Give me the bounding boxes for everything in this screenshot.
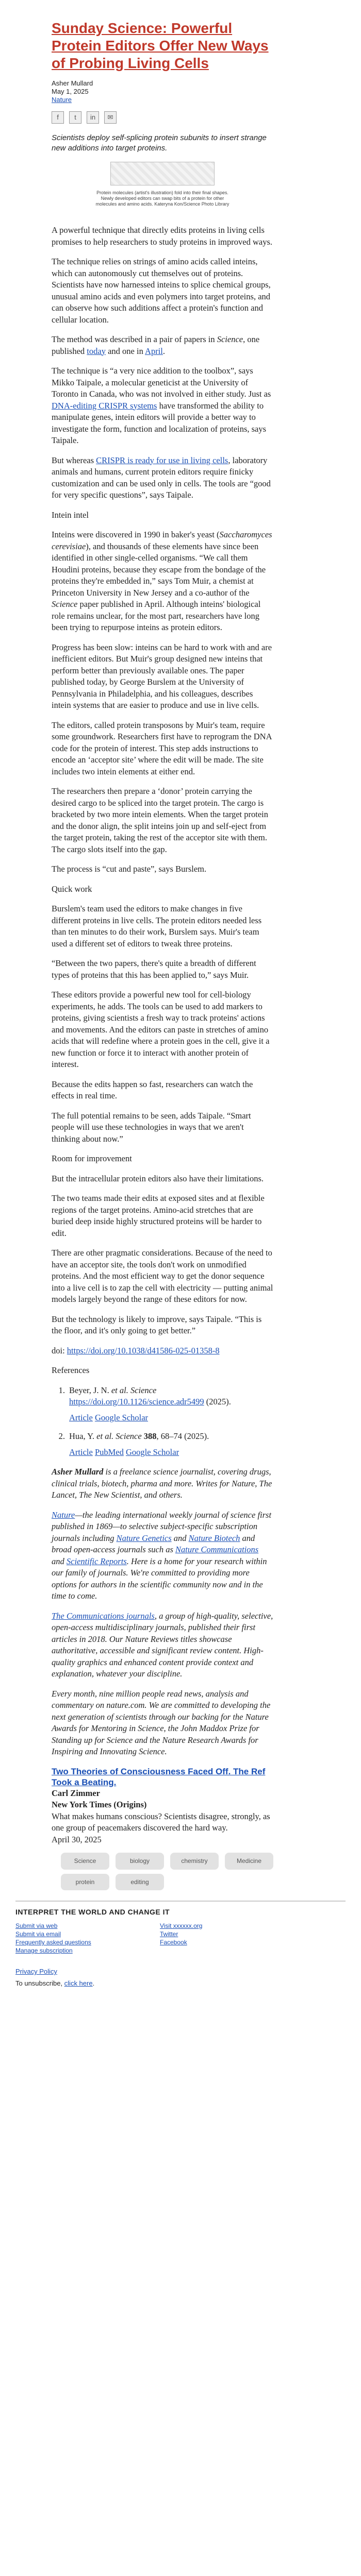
related-blurb: What makes humans conscious? Scientists disagree, strongly, as one group of peacemakers discovered the hard way. (52, 1811, 270, 1833)
inline-link[interactable]: Nature Communications (175, 1545, 259, 1554)
linkedin-icon[interactable]: in (87, 111, 99, 124)
paragraph: The technique is “a very nice addition to the toolbox”, says Mikko Taipale, a molecular geneticist at the University of Toronto in Canada, who was not involved in either study. Just as DNA-editing CRISPR systems have transformed the ability to manipulate genes, intein editors will provide a better way to investigate the form, function and localization of proteins, says Taipale. (52, 366, 271, 445)
inline-link[interactable]: DNA-editing CRISPR systems (52, 400, 157, 411)
reference-item: 1. Beyer, J. N. et al. Science https://doi.org/10.1126/science.adr5499 (2025). Article Google Scholar (58, 1385, 231, 1422)
footer-link-faq[interactable]: Frequently asked questions (15, 1939, 91, 1946)
paragraph: The technique relies on strings of amino acids called inteins, which can autonomously cut themselves out of proteins. Scientists have now harnessed inteins to splice chemical groups, unusual amino acids and even polymers into target proteins, and can observe how such additions affect a protein's function and cellular location. (52, 257, 271, 325)
paragraph: But whereas CRISPR is ready for use in living cells, laboratory animals and humans, current protein editors require finicky customization and can be used only in cells. The tools are “good for very specific questions”, says Taipale. (52, 455, 271, 500)
paragraph: The researchers then prepare a ‘donor’ protein carrying the desired cargo to be spliced into the target protein. The cargo is bracketed by two more intein elements. When the target protein and the donor align, the split inteins join up and self-eject from the target protein, taking the rest of the acceptor site with them. The cargo slots itself into the gap. (52, 786, 269, 854)
inline-link[interactable]: Scientific Reports (66, 1556, 127, 1566)
related-date: April 30, 2025 (52, 1834, 102, 1844)
footer-heading: INTERPRET THE WORLD AND CHANGE IT (15, 1908, 170, 1916)
article-body (52, 225, 273, 1890)
footer-links (15, 1922, 346, 1954)
publish-date: May 1, 2025 (52, 88, 89, 95)
footer-link-submit-email[interactable]: Submit via email (15, 1930, 61, 1938)
tag-list (52, 1853, 273, 1890)
tag[interactable]: protein (61, 1874, 109, 1891)
reference-pubmed-link[interactable]: PubMed (94, 1447, 124, 1457)
paragraph: The editors, called protein transposons by Muir's team, require some groundwork. Researchers first have to reprogram the DNA code for the protein of interest. This step adds instructions to encode an ‘acceptor site’ where the edit will be made. The site includes two intein elements at either end. (52, 720, 272, 776)
doi-link[interactable]: https://doi.org/10.1038/d41586-025-01358-8 (67, 1345, 220, 1355)
inline-link[interactable]: today (87, 346, 106, 356)
section-heading: Intein intel (52, 510, 89, 520)
unsubscribe-link[interactable]: click here (64, 1979, 93, 1987)
article-dek: Scientists deploy self-splicing protein subunits to insert strange new additions into target proteins. (52, 133, 267, 152)
email-icon[interactable]: ✉ (104, 111, 117, 124)
paragraph: A powerful technique that directly edits proteins in living cells promises to help researchers to study proteins in improved ways. (52, 225, 272, 247)
paragraph: The method was described in a pair of papers in Science, one published today and one in April. (52, 334, 260, 356)
tag[interactable]: editing (116, 1874, 164, 1891)
paragraph: Because the edits happen so fast, researchers can watch the effects in real time. (52, 1079, 253, 1100)
article-title[interactable]: Sunday Science: Powerful Protein Editors Offer New Ways of Probing Living Cells (52, 20, 269, 71)
unsubscribe-line: To unsubscribe, click here. (15, 1979, 95, 1987)
footer (15, 1901, 346, 1954)
paragraph: Progress has been slow: inteins can be hard to work with and are inefficient editors. But Muir's group designed new inteins that perform better than previously available ones. The paper published today, by George Burslem at the University of Pennsylvania in Philadelphia, and his colleagues, describes intein systems that are easier to produce and use in live cells. (52, 642, 272, 710)
tag[interactable]: Medicine (225, 1853, 273, 1870)
related-story (52, 1766, 273, 1846)
top-spacer (15, 4, 346, 14)
footer-link-visit-site[interactable]: Visit xxxxxx.org (160, 1922, 203, 1929)
reference-item: 2. Hua, Y. et al. Science 388, 68–74 (2025). Article PubMed Google Scholar (58, 1431, 209, 1457)
footer-link-facebook[interactable]: Facebook (160, 1939, 187, 1946)
reference-article-link[interactable]: Article (69, 1412, 93, 1422)
author-name: Asher Mullard (52, 79, 93, 87)
paragraph: But the technology is likely to improve, says Taipale. “This is the floor, and it's only going to get better.” (52, 1314, 262, 1335)
related-title[interactable]: Two Theories of Consciousness Faced Off. The Ref Took a Beating. (52, 1766, 266, 1787)
paragraph: The two teams made their edits at exposed sites and at flexible regions of the target proteins. Amino-acid stretches that are buried deep inside highly structured proteins will be harder to edit. (52, 1193, 265, 1238)
inline-link[interactable]: Nature (52, 1510, 75, 1520)
twitter-icon[interactable]: t (69, 111, 81, 124)
paragraph: Burslem's team used the editors to make changes in five different proteins in live cells. The protein editors needed less than ten minutes to do their work, Burslem says. Muir's team used a different set of editors to tweak three proteins. (52, 904, 262, 948)
inline-link[interactable]: Nature Biotech (188, 1533, 240, 1543)
inline-link[interactable]: April (145, 346, 163, 356)
figure-image (110, 162, 215, 185)
reference-article-link[interactable]: Article (69, 1447, 93, 1457)
references-list (52, 1385, 273, 1459)
reference-scholar-link[interactable]: Google Scholar (94, 1412, 149, 1422)
publisher-blurb: Every month, nine million people read news, analysis and commentary on nature.com. We are committed to developing the next generation of scientists through our backing for the Nature Awards for Mentoring in Science, the John Maddox Prize for Standing up for Science and the Nature Research Awards for Inspiring and Innovating Science. (52, 1688, 271, 1756)
section-heading: Quick work (52, 884, 92, 894)
footer-link-twitter[interactable]: Twitter (160, 1930, 178, 1938)
article-figure (52, 162, 273, 207)
tag[interactable]: biology (116, 1853, 164, 1870)
footer-link-manage-subscription[interactable]: Manage subscription (15, 1947, 73, 1954)
related-author: Carl Zimmer (52, 1788, 100, 1798)
section-heading: Room for improvement (52, 1154, 132, 1163)
share-bar (52, 111, 273, 124)
inline-link[interactable]: The Communications journals (52, 1611, 155, 1621)
paragraph: The process is “cut and paste”, says Burslem. (52, 864, 207, 874)
paragraph: But the intracellular protein editors also have their limitations. (52, 1173, 264, 1183)
doi-line: doi: https://doi.org/10.1038/d41586-025-01358-8 (52, 1345, 220, 1355)
article-header (52, 20, 273, 207)
paragraph: “Between the two papers, there's quite a breadth of different types of proteins that this has been applied to,” says Muir. (52, 958, 256, 980)
inline-link[interactable]: CRISPR is ready for use in living cells (96, 455, 228, 465)
byline (52, 79, 273, 104)
footer-link-submit-web[interactable]: Submit via web (15, 1922, 58, 1929)
paragraph: Inteins were discovered in 1990 in baker's yeast (Saccharomyces cerevisiae), and thousands of these elements have since been identified in other single-celled organisms. “We call them Houdini proteins, because they escape from the bondage of the proteins they're embedded in,” says Tom Muir, a chemist at Princeton University in New Jersey and a co-author of the Science paper published in April. Although inteins' biological role remains unclear, for the most part, researchers have long been trying to repurpose inteins as protein editors. (52, 530, 272, 632)
source-link[interactable]: Nature (52, 96, 72, 104)
paragraph: There are other pragmatic considerations. Because of the need to have an acceptor site, the tools don't work on unmodified proteins. And the most efficient way to get the donor sequence into a live cell is to zap the cell with electricity — putting animal models largely beyond the range of these editors for now. (52, 1248, 273, 1304)
tag[interactable]: chemistry (170, 1853, 219, 1870)
paragraph: These editors provide a powerful new tool for cell-biology experiments, he adds. The tools can be used to add markers to proteins, giving scientists a fresh way to track proteins' actions and movements. And the editors can paste in stretches of amino acids that will redefine where a protein goes in the cell, give it a new function or force it to interact with another protein of interest. (52, 990, 270, 1069)
legal (15, 1968, 346, 1987)
reference-doi-link[interactable]: https://doi.org/10.1126/science.adr5499 (69, 1397, 204, 1406)
figure-caption: Protein molecules (artist's illustration) fold into their final shapes. Newly developed editors can swap bits of a protein for other molecules and amino acids. Kateryna Kon/Science Photo Library (95, 190, 229, 207)
reference-scholar-link[interactable]: Google Scholar (125, 1447, 179, 1457)
privacy-policy-link[interactable]: Privacy Policy (15, 1968, 57, 1975)
tag[interactable]: Science (61, 1853, 109, 1870)
publisher-blurb: The Communications journals, a group of high-quality, selective, open-access multidisciplinary journals, published their first articles in 2018. Our Nature Reviews titles showcase authoritative, accessible and significant review content. High-quality graphics and enhanced content provide context and explanation, whatever your discipline. (52, 1611, 273, 1679)
related-outlet: New York Times (Origins) (52, 1800, 147, 1809)
author-bio: Asher Mullard is a freelance science journalist, covering drugs, clinical trials, biotech, pharma and more. Writes for Nature, The Lancet, The New Scientist, and others. (52, 1467, 272, 1500)
inline-link[interactable]: Nature Genetics (116, 1533, 172, 1543)
publisher-blurb: Nature—the leading international weekly journal of science first published in 1869—to selective subject-specific subscription journals including Nature Genetics and Nature Biotech and broad open-access journals such as Nature Communications and Scientific Reports. Here is a home for your research within our family of journals. We're committed to providing more options for authors in the scientific community now and in the time to come. (52, 1510, 272, 1601)
facebook-icon[interactable]: f (52, 111, 64, 124)
paragraph: The full potential remains to be seen, adds Taipale. “Smart people will use these technologies in ways that we aren't thinking about now.” (52, 1110, 251, 1144)
references-heading: References (52, 1365, 90, 1375)
